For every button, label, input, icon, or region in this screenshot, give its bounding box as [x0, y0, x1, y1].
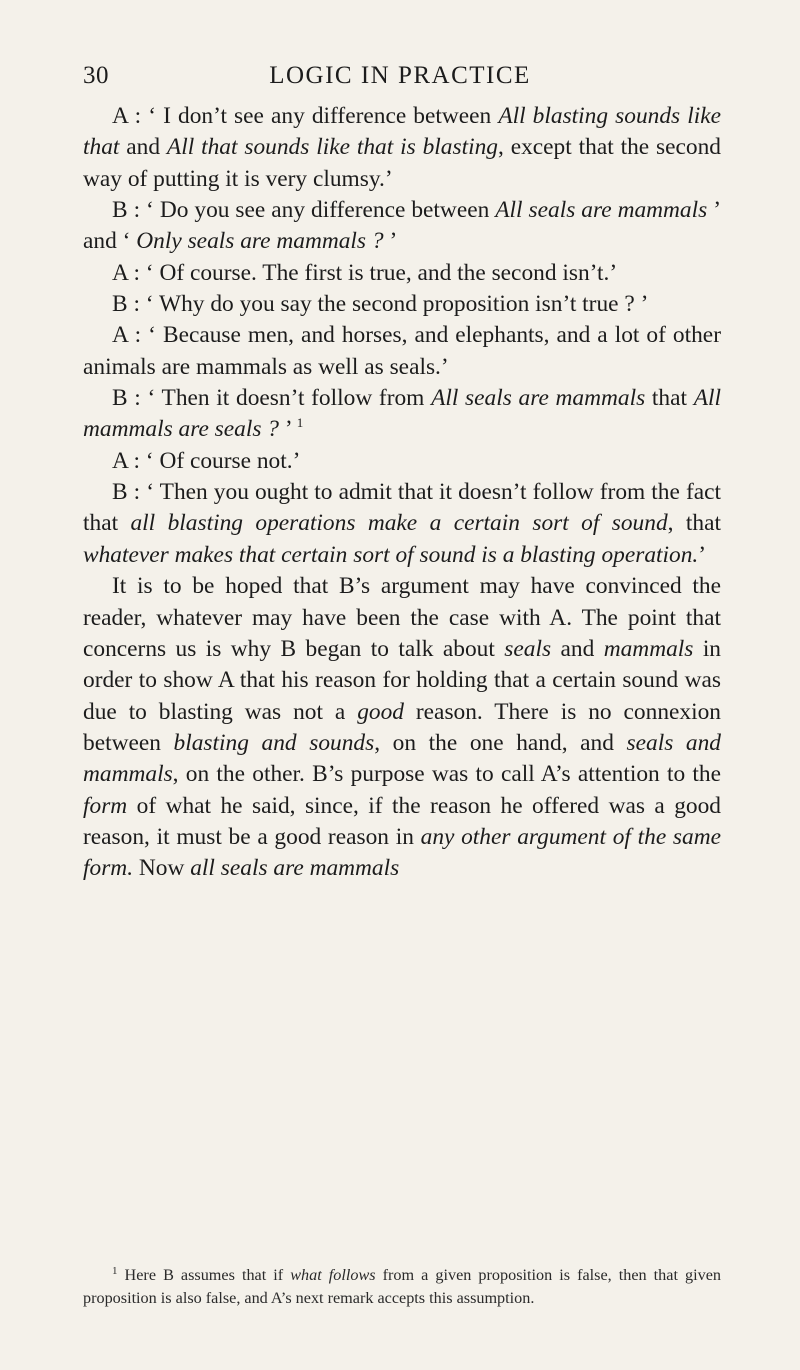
text-run: , on the one hand, and	[374, 729, 627, 756]
italic-text: all seals are mammals	[190, 855, 400, 882]
dialogue-line	[83, 320, 721, 383]
italic-text: mammals	[603, 635, 694, 662]
speaker-label: A :	[112, 259, 140, 286]
text-run: ‘ I don’t see any difference between	[141, 103, 499, 129]
text-run: in order to show A that his reason for holding that a certain sound was due to blasting was not a	[83, 635, 722, 725]
text-run: ‘ Of course not.’	[139, 447, 301, 474]
dialogue-line	[83, 477, 721, 571]
dialogue-line	[83, 446, 721, 477]
italic-text: Only seals are mammals ?	[136, 228, 384, 255]
speaker-label: B :	[112, 385, 141, 412]
text-run: and	[551, 635, 604, 662]
italic-text: All mammals are seals ?	[83, 385, 721, 443]
text-run: from a given proposition is false, then that given proposition is also false, and A’s next remark accepts this assumption.	[83, 1266, 721, 1307]
text-run: Now	[133, 855, 191, 882]
italic-text: whatever makes that certain sort of sound is a blasting operation.	[83, 541, 699, 568]
italic-text: All blasting sounds like that	[83, 103, 721, 161]
italic-text: All that sounds like that is blasting	[166, 134, 498, 161]
dialogue-line	[83, 101, 721, 195]
text-run: that	[645, 385, 694, 412]
text-run: ’ and ‘	[83, 197, 721, 255]
speaker-label: A :	[112, 103, 142, 129]
text-run: ‘ Do you see any difference between	[140, 197, 496, 224]
text-run: ‘ Because men, and horses, and elephants, and a lot of other animals are mammals as well as seals.’	[83, 322, 721, 380]
text-run: ‘ Of course. The first is true, and the second isn’t.’	[139, 259, 618, 286]
footnote	[83, 1264, 721, 1310]
text-run: , that	[667, 510, 721, 537]
dialogue-line	[83, 258, 721, 289]
text-run: ‘ Then it doesn’t follow from	[140, 385, 432, 412]
text-run: It is to be hoped that B’s argument may have convinced the reader, whatever may have been the case with A. The point that concerns us is why B began to talk about	[83, 573, 721, 662]
text-run: reason. There is no connexion between	[83, 698, 721, 756]
commentary-paragraph	[83, 571, 721, 884]
italic-text: All seals are mammals	[431, 385, 646, 412]
footnote-body	[83, 1266, 721, 1307]
page-number: 30	[83, 62, 109, 89]
text-run: and	[119, 134, 167, 161]
italic-text: good	[357, 698, 404, 725]
text-run: , except that the second way of putting it is very clumsy.’	[83, 134, 721, 192]
text-run: of what he said, since, if the reason he offered was a good reason, it must be a good reason in	[83, 792, 721, 850]
dialogue-line	[83, 383, 721, 446]
text-run: ‘ Why do you say the second proposition isn’t true ? ’	[139, 291, 649, 318]
speaker-label: A :	[112, 322, 142, 349]
italic-text: any other argument of the same form.	[83, 823, 721, 882]
italic-text: all blasting operations make a certain sort of sound	[130, 510, 668, 537]
running-head: LOGIC IN PRACTICE	[269, 62, 531, 89]
italic-text: what follows	[290, 1266, 376, 1284]
text-run: Here B assumes that if	[117, 1266, 291, 1284]
footnote-reference: 1	[296, 415, 304, 431]
italic-text: form	[83, 792, 128, 819]
speaker-label: B :	[112, 197, 141, 224]
dialogue-line	[83, 289, 721, 320]
italic-text: seals	[504, 635, 552, 662]
text-run: ’	[698, 541, 707, 568]
dialogue	[83, 101, 721, 571]
speaker-label: A :	[112, 447, 140, 474]
page-header	[83, 62, 717, 94]
text-run: ’	[383, 228, 398, 255]
italic-text: blasting and sounds	[173, 729, 375, 756]
text-run: ’	[279, 416, 297, 443]
speaker-label: B :	[112, 479, 141, 506]
dialogue-line	[83, 195, 721, 258]
text-run: , on the other. B’s purpose was to call A’s attention to the	[172, 761, 721, 788]
speaker-label: B :	[112, 291, 140, 318]
text-run: ‘ Then you ought to admit that it doesn’t follow from the fact that	[83, 479, 721, 537]
italic-text: seals and mammals	[83, 729, 722, 788]
body-text	[83, 101, 721, 885]
footnote-text	[83, 1264, 721, 1310]
italic-text: All seals are mammals	[495, 197, 708, 224]
footnote-marker: 1	[112, 1265, 118, 1277]
